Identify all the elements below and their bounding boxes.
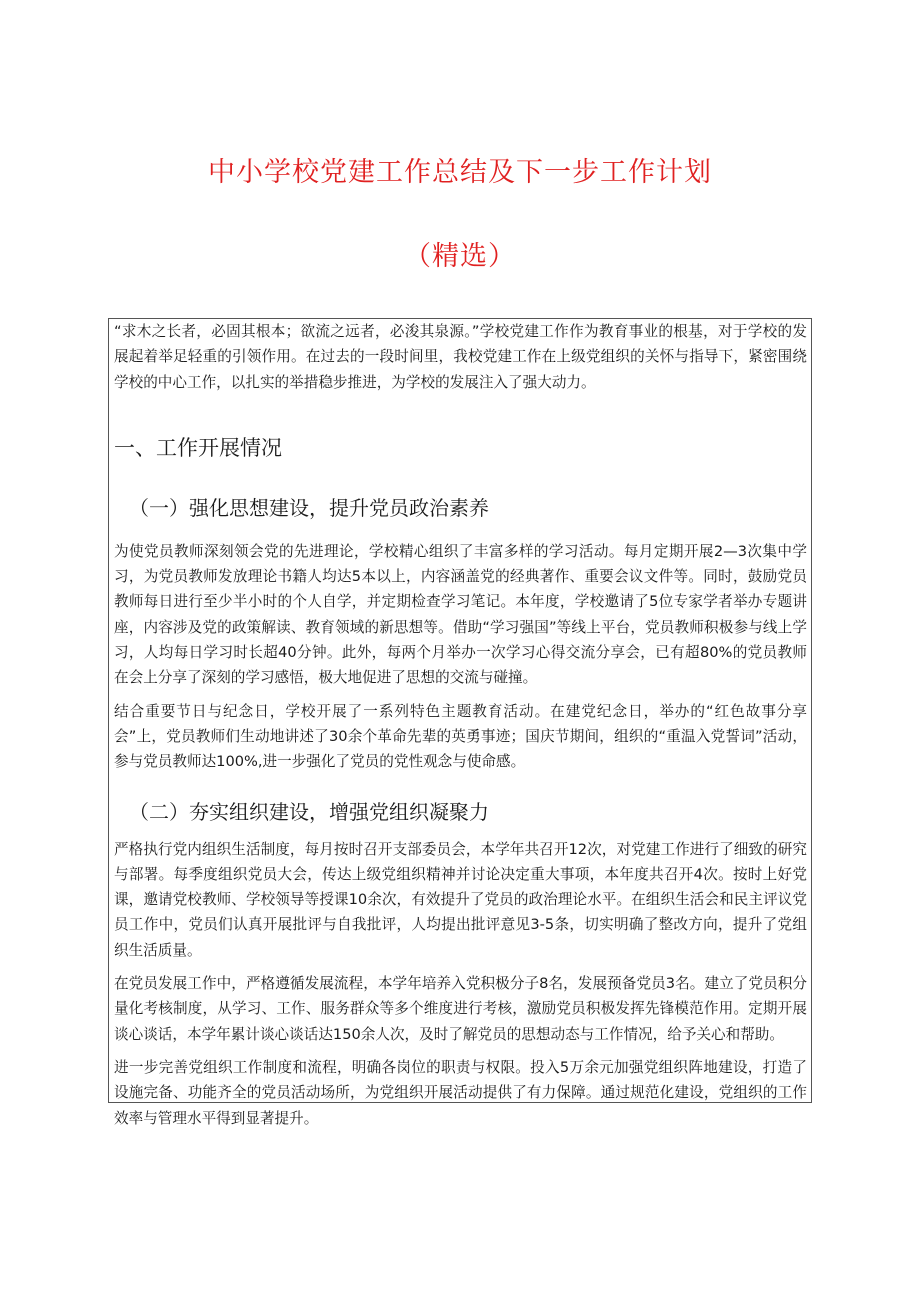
body-paragraph: 为使党员教师深刻领会党的先进理论，学校精心组织了丰富多样的学习活动。每月定期开展2—3次集中学习，为党员教师发放理论书籍人均达5本以上，内容涵盖党的经典著作、重要会议文件等。同时，鼓励党员教师每日进行至少半小时的个人自学，并定期检查学习笔记。本年度，学校邀请了5位专家学者举办专题讲座，内容涉及党的政策解读、教育领域的新思想等。借助“学习强国”等线上平台，党员教师积极参与线上学习，人均每日学习时长超40分钟。此外，每两个月举办一次学习心得交流分享会，已有超80%的党员教师在会上分享了深刻的学习感悟，极大地促进了思想的交流与碰撞。 [114,542,807,687]
spacer [109,775,811,797]
spacer [109,523,811,539]
spacer [109,827,811,837]
spacer [109,395,811,433]
spacer [109,963,811,971]
body-paragraph: 在党员发展工作中，严格遵循发展流程，本学年培养入党积极分子8名，发展预备党员3名。建立了党员积分量化考核制度，从学习、工作、服务群众等多个维度进行考核，激励党员积极发挥先锋模范作用。定期开展谈心谈话，本学年累计谈心谈话达150余人次，及时了解党员的思想动态与工作情况，给予关心和帮助。 [114,975,807,1043]
body-paragraph: 结合重要节日与纪念日，学校开展了一系列特色主题教育活动。在建党纪念日，举办的“红色故事分享会”上，党员教师们生动地讲述了30余个革命先辈的英勇事迹；国庆节期间，组织的“重温入党誓词”活动，参与党员教师达100%,进一步强化了党员的党性观念与使命感。 [114,702,807,771]
content-box [108,318,812,1127]
document-title: 中小学校党建工作总结及下一步工作计划 [208,157,712,188]
subsection-heading: （一）强化思想建设，提升党员政治素养 [129,495,489,520]
section-heading: 一、工作开展情况 [114,435,282,460]
spacer [109,1047,811,1055]
subsection-heading: （二）夯实组织建设，增强党组织凝聚力 [129,799,489,824]
spacer [109,463,811,493]
body-paragraph: 进一步完善党组织工作制度和流程，明确各岗位的职责与权限。投入5万余元加强党组织阵地建设，打造了设施完备、功能齐全的党员活动场所，为党组织开展活动提供了有力保障。通过规范化建设，党组织的工作效率与管理水平得到显著提升。 [114,1058,807,1127]
intro-paragraph: “求木之长者，必固其根本；欲流之远者，必浚其泉源。”学校党建工作作为教育事业的根基，对于学校的发展起着举足轻重的引领作用。在过去的一段时间里，我校党建工作在上级党组织的关怀与指导下，紧密围绕学校的中心工作，以扎实的举措稳步推进，为学校的发展注入了强大动力。 [114,323,807,391]
document-subtitle: （精选） [404,241,516,272]
spacer [109,691,811,699]
body-paragraph: 严格执行党内组织生活制度，每月按时召开支部委员会，本学年共召开12次，对党建工作进行了细致的研究与部署。每季度组织党员大会，传达上级党组织精神并讨论决定重大事项，本年度共召开4次。按时上好党课，邀请党校教师、学校领导等授课10余次，有效提升了党员的政治理论水平。在组织生活会和民主评议党员工作中，党员们认真开展批评与自我批评，人均提出批评意见3-5条，切实明确了整改方向，提升了党组织生活质量。 [114,840,807,959]
